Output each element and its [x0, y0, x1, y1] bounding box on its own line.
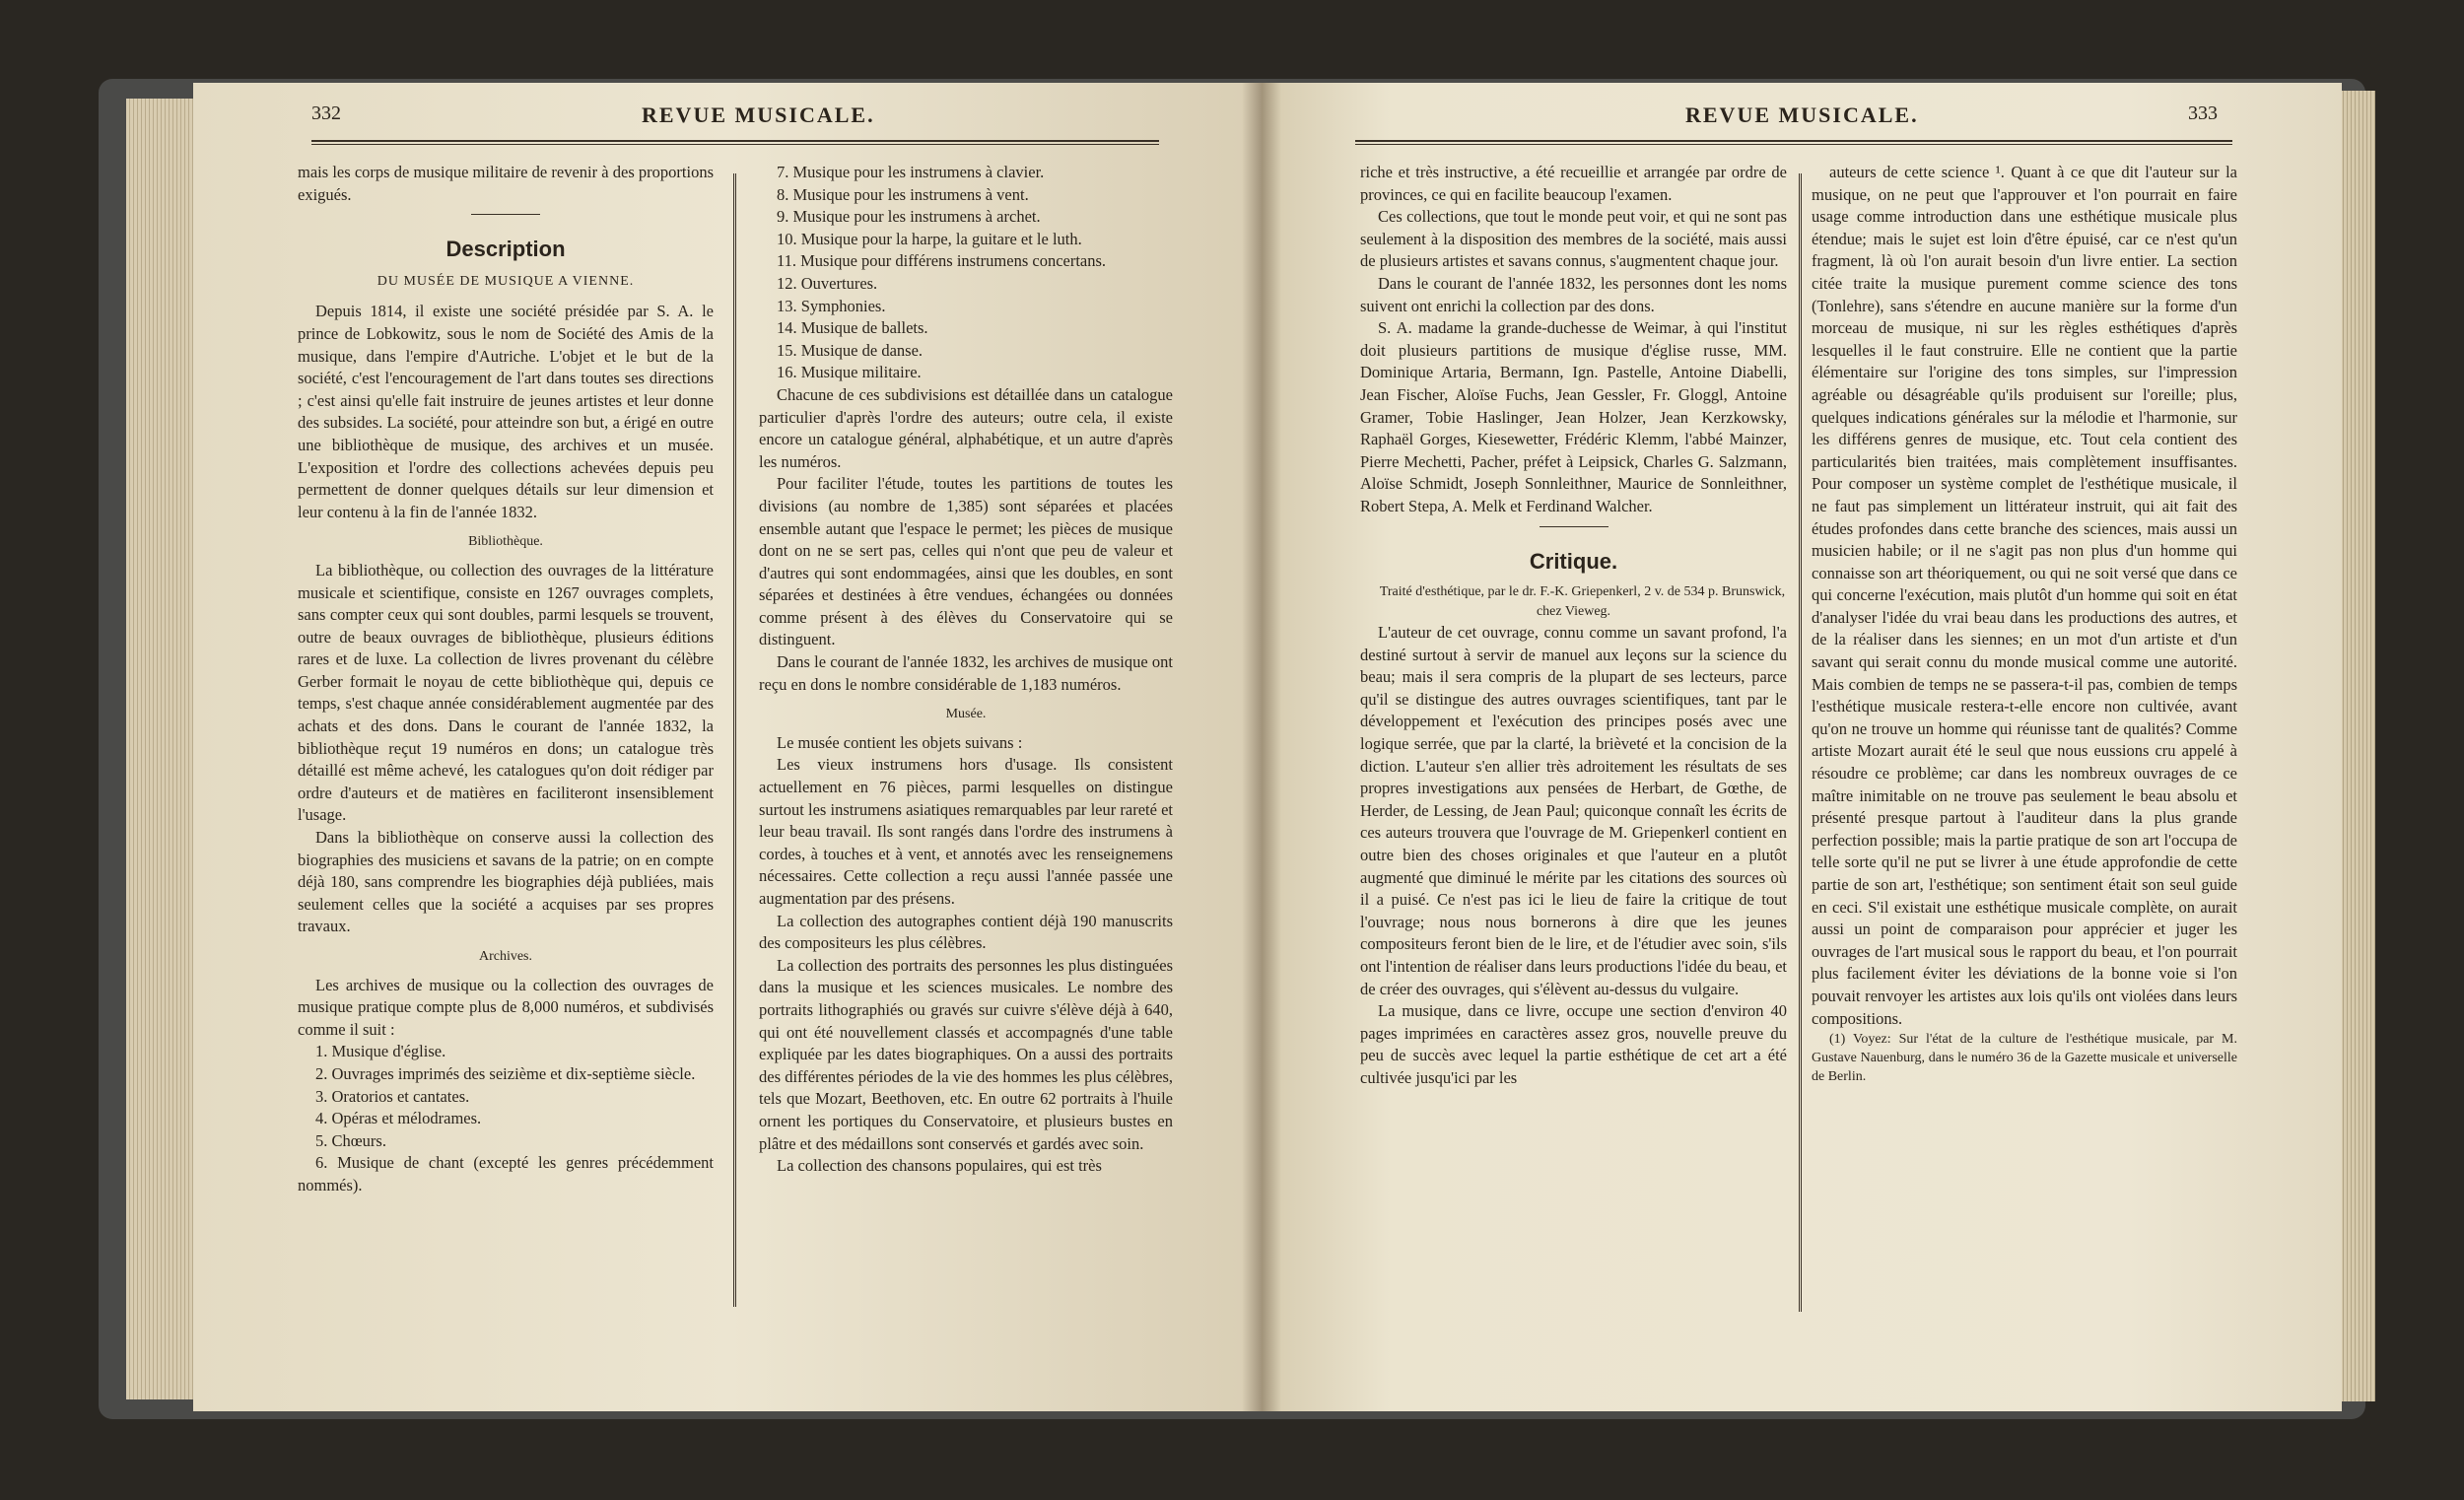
- list-item: 8. Musique pour les instrumens à vent.: [777, 184, 1029, 204]
- paragraph: auteurs de cette science ¹. Quant à ce que dit l'auteur sur la musique, on ne peut que l'approuver et l'on pourrait en faire usage comme introduction dans une esthétique musicale plus étendue; mais le sujet est loin d'être épuisé, car ce n'est qu'un fragment, là où l'on aurait besoin d'un livre entier. La section citée traite la musique purement comme science des tons (Tonlehre), sans s'étendre en aucune manière sur la forme d'un morceau de musique, ni sur les règles esthétiques d'après lesquelles il le faut construire. Elle ne contient que la partie élémentaire sur l'origine des tons simples, sur l'impression agréable ou désagréable qu'ils produisent sur l'oreille; plus, quelques indications générales sur la mélodie et l'harmonie, sur les différens genres de musique, etc. Tout cela contient des particularités bien traitées, mais complètement insuffisantes. Pour composer un système complet de l'esthétique musicale, il ne faut pas simplement un littérateur instruit, qui ait fait des études profondes dans cette branche des sciences, mais aussi un musicien habile; or il ne s'agit pas non plus d'un homme qui connaisse son art théoriquement, ou qui ne soit versé que dans ce qui concerne l'exécution, mais plutôt d'un homme qui soit en état d'analyser l'idée du vrai beau dans les productions des autres, et de la réaliser dans les siennes; en un mot d'un artiste et d'un savant qui serait connu du monde musical comme une autorité. Mais combien de temps ne se passera-t-il pas, combien de temps l'esthétique musicale restera-t-elle encore non cultivée, avant qu'on ne trouve un homme qui réunisse tant de qualités? Comme artiste Mozart aurait été le seul que nous eussions cru appelé à résoudre ce problème; car dans les nombreux ouvrages de ce maître inimitable on ne trouve pas seulement le beau absolu et présenté presque partout à l'auditeur dans la plus grande perfection possible; mais la partie pratique de son art l'occupa de telle sorte qu'il ne put se livrer à une étude approfondie de cette partie de son art, l'esthétique; son sentiment était son seul guide en ceci. S'il existait une esthétique musicale complète, on aurait aussi un point de comparaison pour apprécier et juger les ouvrages de l'art musical sous le rapport du beau, et l'on pourrait plus facilement éviter les déviations de la bonne voie si l'on pouvait renvoyer les artistes aux lois qu'ils ont violées dans leurs compositions.: [1812, 163, 2237, 1028]
- column-divider: [733, 173, 736, 1307]
- paragraph: Les archives de musique ou la collection des ouvrages de musique pratique compte plus de 8,000 numéros, et subdivisés comme il suit :: [298, 975, 714, 1039]
- running-head: REVUE MUSICALE.: [1685, 102, 1919, 127]
- list-item: 11. Musique pour différens instrumens concertans.: [777, 251, 1107, 271]
- paragraph: La collection des portraits des personnes les plus distinguées dans la musique et les sciences musicales. Le nombre des portraits lithographiés ou gravés sur cuivre s'élève déjà à 640, qui ont été nouvellement classés et accompagnés d'une table expliquée par les dates biographiques. On a aussi des portraits des différentes périodes de la vie des hommes les plus célèbres, tels que Mozart, Beethoven, etc. En outre 62 portraits à l'huile ornent les portiques du Conservatoire, et plusieurs bustes en plâtre et des médaillons sont conservés et gardés avec soin.: [759, 955, 1173, 1153]
- paragraph: mais les corps de musique militaire de revenir à des proportions exigués.: [298, 163, 714, 204]
- paragraph: riche et très instructive, a été recueillie et arrangée par ordre de provinces, ce qui en facilite beaucoup l'examen.: [1360, 163, 1787, 204]
- right-column-2: [1812, 162, 2237, 1086]
- page-number: 333: [2188, 102, 2218, 124]
- section-heading: Critique.: [1529, 548, 1618, 574]
- header-rule: [311, 140, 1159, 145]
- paragraph: La bibliothèque, ou collection des ouvrages de la littérature musicale et scientifique, consiste en 1267 ouvrages complets, sans compter ceux qui sont doubles, parmi lesquels se trouvent, outre de beaux ouvrages de bibliothèque, plusieurs éditions rares et de luxe. La collection de livres provenant du célèbre Gerber formait le noyau de cette bibliothèque qui, depuis ce temps, s'est chaque année considérablement augmentée par des achats et des dons. Dans le courant de l'année 1832, la bibliothèque reçut 19 numéros en dons; un catalogue très détaillé est même achevé, les catalogues qu'on doit rédiger par ordre d'auteurs et de matières en faciliteront insensiblement l'usage.: [298, 560, 714, 825]
- paragraph: La collection des chansons populaires, qui est très: [777, 1156, 1102, 1176]
- paragraph: Dans le courant de l'année 1832, les archives de musique ont reçu en dons le nombre considérable de 1,183 numéros.: [759, 652, 1173, 694]
- paragraph: Les vieux instrumens hors d'usage. Ils consistent actuellement en 76 pièces, parmi lesquelles on distingue surtout les instrumens asiatiques remarquables par leur rareté et leur beau travail. Ils sont rangés dans l'ordre des instrumens à cordes, à touches et à vent, et annotés avec les renseignemens nécessaires. Cette collection a reçu aussi l'année passée une augmentation par des présens.: [759, 755, 1173, 908]
- right-column-1: [1360, 162, 1787, 1090]
- paragraph: Dans le courant de l'année 1832, les personnes dont les noms suivent ont enrichi la collection par des dons.: [1360, 273, 1787, 315]
- book-gutter: [1242, 83, 1281, 1411]
- page-number: 332: [311, 102, 341, 124]
- paragraph: Ces collections, que tout le monde peut voir, et qui ne sont pas seulement à la disposition des membres de la société, mais aussi de plusieurs artistes et savans connus, s'augmentent chaque jour.: [1360, 207, 1787, 271]
- list-item: 15. Musique de danse.: [777, 340, 924, 360]
- header-rule: [1355, 140, 2232, 145]
- list-item: 6. Musique de chant (excepté les genres précédemment nommés).: [298, 1153, 714, 1194]
- left-column-2: [759, 162, 1173, 1178]
- list-item: 5. Chœurs.: [315, 1130, 386, 1150]
- list-item: 7. Musique pour les instrumens à clavier.: [777, 163, 1045, 181]
- list-item: 16. Musique militaire.: [777, 363, 922, 382]
- list-item: 4. Opéras et mélodrames.: [315, 1109, 482, 1128]
- list-item: 10. Musique pour la harpe, la guitare et le luth.: [777, 229, 1082, 248]
- list-item: 9. Musique pour les instrumens à archet.: [777, 207, 1041, 227]
- running-head: REVUE MUSICALE.: [642, 102, 875, 127]
- paragraph: La musique, dans ce livre, occupe une section d'environ 40 pages imprimées en caractères assez gros, nouvelle preuve du peu de succès avec lequel la partie esthétique de cet art a été cultivée jusqu'ici par les: [1360, 1001, 1787, 1087]
- subsection-heading: Musée.: [945, 707, 987, 722]
- paragraph: S. A. madame la grande-duchesse de Weimar, à qui l'institut doit plusieurs partitions de musique d'église russe, MM. Dominique Artaria, Bermann, Ign. Pastelle, Antoine Diabelli, Jean Fischer, Aloïse Fuchs, Jean Gessler, Fr. Gloggl, Antoine Gramer, Tobie Haslinger, Jean Holzer, Jean Kerzkowsky, Raphaël Gorges, Kiesewetter, Frédéric Klemm, l'abbé Mainzer, Pierre Mechetti, Pacher, préfet à Leipsick, Charles G. Salzmann, Aloïse Schmidt, Joseph Sonnleithner, Maurice de Sonnleithner, Robert Stepa, A. Melk et Ferdinand Walcher.: [1360, 318, 1787, 515]
- list-item: 12. Ouvertures.: [777, 273, 878, 293]
- left-column-1: [298, 162, 714, 1197]
- list-item: 14. Musique de ballets.: [777, 318, 928, 338]
- list-item: 13. Symphonies.: [777, 296, 886, 315]
- left-page: [193, 83, 1267, 1411]
- paragraph: La collection des autographes contient déjà 190 manuscrits des compositeurs les plus célèbres.: [759, 911, 1173, 953]
- section-subtitle: DU MUSÉE DE MUSIQUE A VIENNE.: [376, 273, 635, 289]
- page-edges-left: [126, 99, 195, 1399]
- list-item: 3. Oratorios et cantates.: [315, 1086, 470, 1106]
- section-heading: Description: [445, 237, 566, 262]
- subsection-heading: Bibliothèque.: [468, 534, 543, 550]
- footnote: (1) Voyez: Sur l'état de la culture de l'esthétique musicale, par M. Gustave Nauenburg, dans le numéro 36 de la Gazette musicale et universelle de Berlin.: [1812, 1032, 2237, 1085]
- right-page: [1262, 83, 2342, 1411]
- separator-rule: [471, 214, 540, 215]
- paragraph: Pour faciliter l'étude, toutes les partitions de toutes les divisions (au nombre de 1,385) sont séparées et placées ensemble autant que l'espace le permet; les pièces de musique dont on ne se sert pas, celles qui n'ont que peu de valeur et d'autres qui sont endommagées, ainsi que les doubles, en sont séparées et destinées à être vendues, échangées ou données comme présent à des élèves du Conservatoire qui se distinguent.: [759, 474, 1173, 649]
- list-item: 1. Musique d'église.: [315, 1042, 446, 1061]
- paragraph: Dans la bibliothèque on conserve aussi la collection des biographies des musiciens et savans de la patrie; on en compte déjà 180, sans comprendre les biographies déjà publiées, mais seulement celles que la société a acquises par ses propres travaux.: [298, 828, 714, 936]
- book-citation: Traité d'esthétique, par le dr. F.-K. Griepenkerl, 2 v. de 534 p. Brunswick, chez Vieweg.: [1379, 584, 1786, 620]
- separator-rule: [1540, 526, 1608, 527]
- paragraph: Le musée contient les objets suivans :: [777, 732, 1023, 752]
- list-item: 2. Ouvrages imprimés des seizième et dix-septième siècle.: [315, 1063, 696, 1083]
- paragraph: L'auteur de cet ouvrage, connu comme un savant profond, l'a destiné surtout à servir de manuel aux leçons sur la science du beau; mais il sera compris de la plupart de ses lecteurs, parce qu'il se distingue des autres ouvrages scientifiques, tant par le développement et l'exécution des principes posés avec une logique serrée, que par la clarté, la brièveté et la concision de la diction. L'auteur s'en allier très adroitement les résultats de ses propres investigations aux pensées de Herbart, de Gœthe, de Herder, de Lessing, de Jean Paul; quiconque connaît les écrits de ces auteurs trouvera que l'ouvrage de M. Griepenkerl contient en outre bien des choses originales et que l'auteur en a plutôt augmenté que diminué le mérite par les citations des sources où il a puisé. Ce n'est pas ici le lieu de faire la critique de tout l'ouvrage; nous nous bornerons à dire que les jeunes compositeurs feront bien de le lire, et de l'étudier avec soin, s'ils ont l'intention de réaliser dans leurs productions l'idée du beau, et de créer des ouvrages, qui s'élèvent au-dessus du vulgaire.: [1360, 623, 1787, 998]
- subsection-heading: Archives.: [478, 949, 533, 964]
- paragraph: Depuis 1814, il existe une société présidée par S. A. le prince de Lobkowitz, sous le nom de Société des Amis de la musique, dans l'empire d'Autriche. L'objet et le but de la société, c'est l'encouragement de l'art dans toutes ses directions ; c'est ainsi qu'elle fait instruire de jeunes artistes et leur donne des subsides. La société, pour atteindre son but, a érigé en outre une bibliothèque de musique, des archives et un musée. L'exposition et l'ordre des collections achevées depuis peu permettent de donner quelques détails sur leur dimension et leur contenu à la fin de l'année 1832.: [298, 302, 714, 521]
- paragraph: Chacune de ces subdivisions est détaillée dans un catalogue particulier d'après l'ordre des auteurs; outre cela, il existe encore un catalogue général, alphabétique, et un autre d'après les numéros.: [759, 384, 1173, 471]
- page-edges-right: [2336, 91, 2375, 1401]
- column-divider: [1799, 173, 1802, 1312]
